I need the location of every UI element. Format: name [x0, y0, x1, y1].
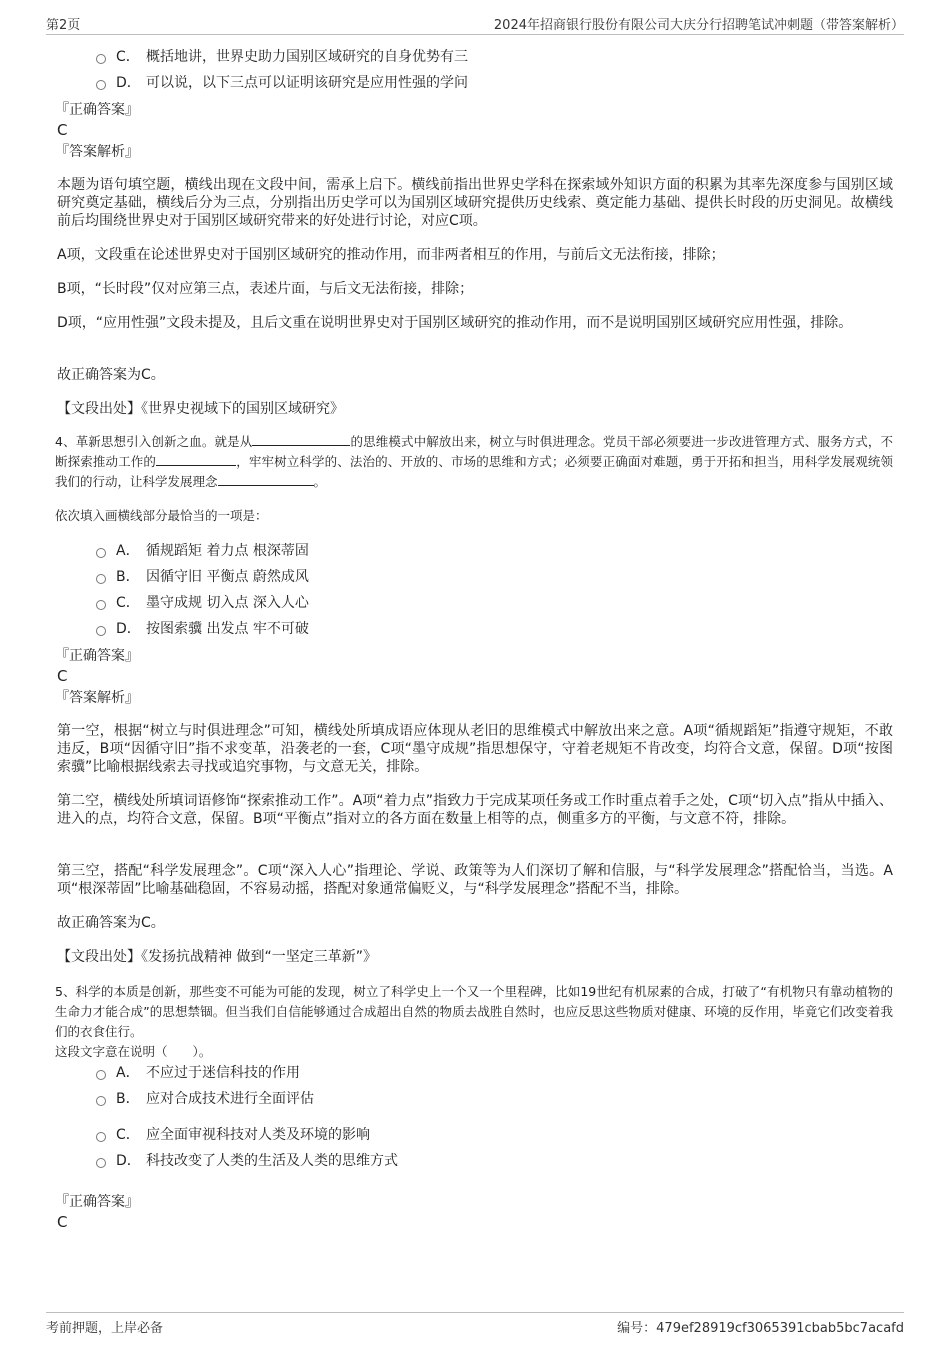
- radio-icon[interactable]: [96, 626, 106, 636]
- q4-stem: 4、革新思想引入创新之血。就是从 的思维模式中解放出来，树立与时俱进理念。党员干部必须要进一步改进管理方式、服务方式，不断探索推动工作的 ，牢牢树立科学的、法治的、开放的、市场的思维和方式；必须要正确面对难题，勇于开拓和担当，用科学发展观统领我们的行动，让科学发展理念 。: [55, 434, 893, 489]
- radio-icon[interactable]: [96, 574, 106, 584]
- q4-analysis-label: 『答案解析』: [55, 690, 139, 706]
- q3-analysis-para: B项，“长时段”仅对应第三点，表述片面，与后文无法衔接，排除；: [57, 281, 474, 297]
- document-code: 编号：479ef28919cf3065391cbab5bc7acafd: [617, 1321, 904, 1336]
- q3-conclusion: 故正确答案为C。: [57, 367, 165, 383]
- radio-icon[interactable]: [96, 80, 106, 90]
- page-number: 第2页: [46, 18, 81, 33]
- radio-icon[interactable]: [96, 1158, 106, 1168]
- q3-analysis-para: D项，“应用性强”文段未提及，且后文重在说明世界史对于国别区域研究的推动作用，而不是说明国别区域研究应用性强，排除。: [57, 315, 853, 331]
- q3-answer: C: [57, 121, 68, 139]
- q5-option-d[interactable]: D． 科技改变了人类的生活及人类的思维方式: [96, 1150, 398, 1172]
- blank-line: [156, 452, 236, 466]
- q4-correct-label: 『正确答案』: [55, 648, 139, 664]
- q5-answer: C: [57, 1213, 68, 1231]
- q4-prompt: 依次填入画横线部分最恰当的一项是：: [55, 508, 268, 523]
- radio-icon[interactable]: [96, 1132, 106, 1142]
- q3-analysis-para: 本题为语句填空题，横线出现在文段中间，需承上启下。横线前指出世界史学科在探索域外知识方面的积累为其率先深度参与国别区域研究奠定基础，横线后分为三点，分别指出历史学可以为国别区域研究提供历史线索、奠定能力基础、提供长时段的历史洞见。故横线前后均围绕世界史对于国别区域研究带来的好处进行讨论，对应C项。: [57, 177, 893, 229]
- q4-answer: C: [57, 667, 68, 685]
- q5-option-b[interactable]: B． 应对合成技术进行全面评估: [96, 1088, 314, 1110]
- q4-analysis-para: 第三空，搭配“科学发展理念”。C项“深入人心”指理论、学说、政策等为人们深切了解和信服，与“科学发展理念”搭配恰当，当选。A项“根深蒂固”比喻基础稳固，不容易动摇，搭配对象通常偏贬义，与“科学发展理念”搭配不当，排除。: [57, 863, 893, 897]
- q5-stem: 5、科学的本质是创新，那些变不可能为可能的发现，树立了科学史上一个又一个里程碑，比如19世纪有机尿素的合成，打破了“有机物只有靠动植物的生命力才能合成”的思想禁锢。但当我们自信能够通过合成超出自然的物质去战胜自然时，也应反思这些物质对健康、环境的反作用，毕竟它们改变着我们的衣食住行。: [55, 984, 893, 1039]
- q3-source: 【文段出处】《世界史视域下的国别区域研究》: [57, 401, 344, 417]
- q3-analysis-label: 『答案解析』: [55, 144, 139, 160]
- radio-icon[interactable]: [96, 54, 106, 64]
- q5-prompt: 这段文字意在说明（ ）。: [55, 1044, 212, 1059]
- q3-correct-label: 『正确答案』: [55, 102, 139, 118]
- q4-option-d[interactable]: D． 按图索骥 出发点 牢不可破: [96, 618, 309, 640]
- q4-option-b[interactable]: B． 因循守旧 平衡点 蔚然成风: [96, 566, 309, 588]
- q4-source: 【文段出处】《发扬抗战精神 做到“一坚定三革新”》: [57, 949, 377, 965]
- q4-analysis-para: 第一空，根据“树立与时俱进理念”可知，横线处所填成语应体现从老旧的思维模式中解放出来之意。A项“循规蹈矩”指遵守规矩，不敢违反，B项“因循守旧”指不求变革，沿袭老的一套，C项“墨守成规”指思想保守，守着老规矩不肯改变，均符合文意，保留。D项“按图索骥”比喻根据线索去寻找或追究事物，与文意无关，排除。: [57, 723, 893, 775]
- page-footer: [46, 1312, 904, 1335]
- q3-option-d[interactable]: D． 可以说，以下三点可以证明该研究是应用性强的学问: [96, 72, 468, 94]
- document-title: 2024年招商银行股份有限公司大庆分行招聘笔试冲刺题（带答案解析）: [493, 18, 904, 33]
- footer-slogan: 考前押题，上岸必备: [46, 1321, 164, 1336]
- q5-option-c[interactable]: C． 应全面审视科技对人类及环境的影响: [96, 1124, 370, 1146]
- radio-icon[interactable]: [96, 548, 106, 558]
- radio-icon[interactable]: [96, 600, 106, 610]
- blank-line: [252, 432, 350, 446]
- q3-option-c[interactable]: C． 概括地讲，世界史助力国别区域研究的自身优势有三: [96, 46, 468, 68]
- q4-conclusion: 故正确答案为C。: [57, 915, 165, 931]
- q5-option-a[interactable]: A． 不应过于迷信科技的作用: [96, 1062, 300, 1084]
- q5-correct-label: 『正确答案』: [55, 1194, 139, 1210]
- blank-line: [218, 472, 314, 486]
- page-header: [46, 12, 904, 35]
- q3-analysis-para: A项，文段重在论述世界史对于国别区域研究的推动作用，而非两者相互的作用，与前后文无法衔接，排除；: [57, 247, 725, 263]
- q4-option-c[interactable]: C． 墨守成规 切入点 深入人心: [96, 592, 309, 614]
- radio-icon[interactable]: [96, 1096, 106, 1106]
- radio-icon[interactable]: [96, 1070, 106, 1080]
- q4-analysis-para: 第二空，横线处所填词语修饰“探索推动工作”。A项“着力点”指致力于完成某项任务或工作时重点着手之处，C项“切入点”指从中插入、进入的点，均符合文意，保留。B项“平衡点”指对立的各方面在数量上相等的点，侧重多方的平衡，与文意不符，排除。: [57, 793, 893, 827]
- q4-option-a[interactable]: A． 循规蹈矩 着力点 根深蒂固: [96, 540, 309, 562]
